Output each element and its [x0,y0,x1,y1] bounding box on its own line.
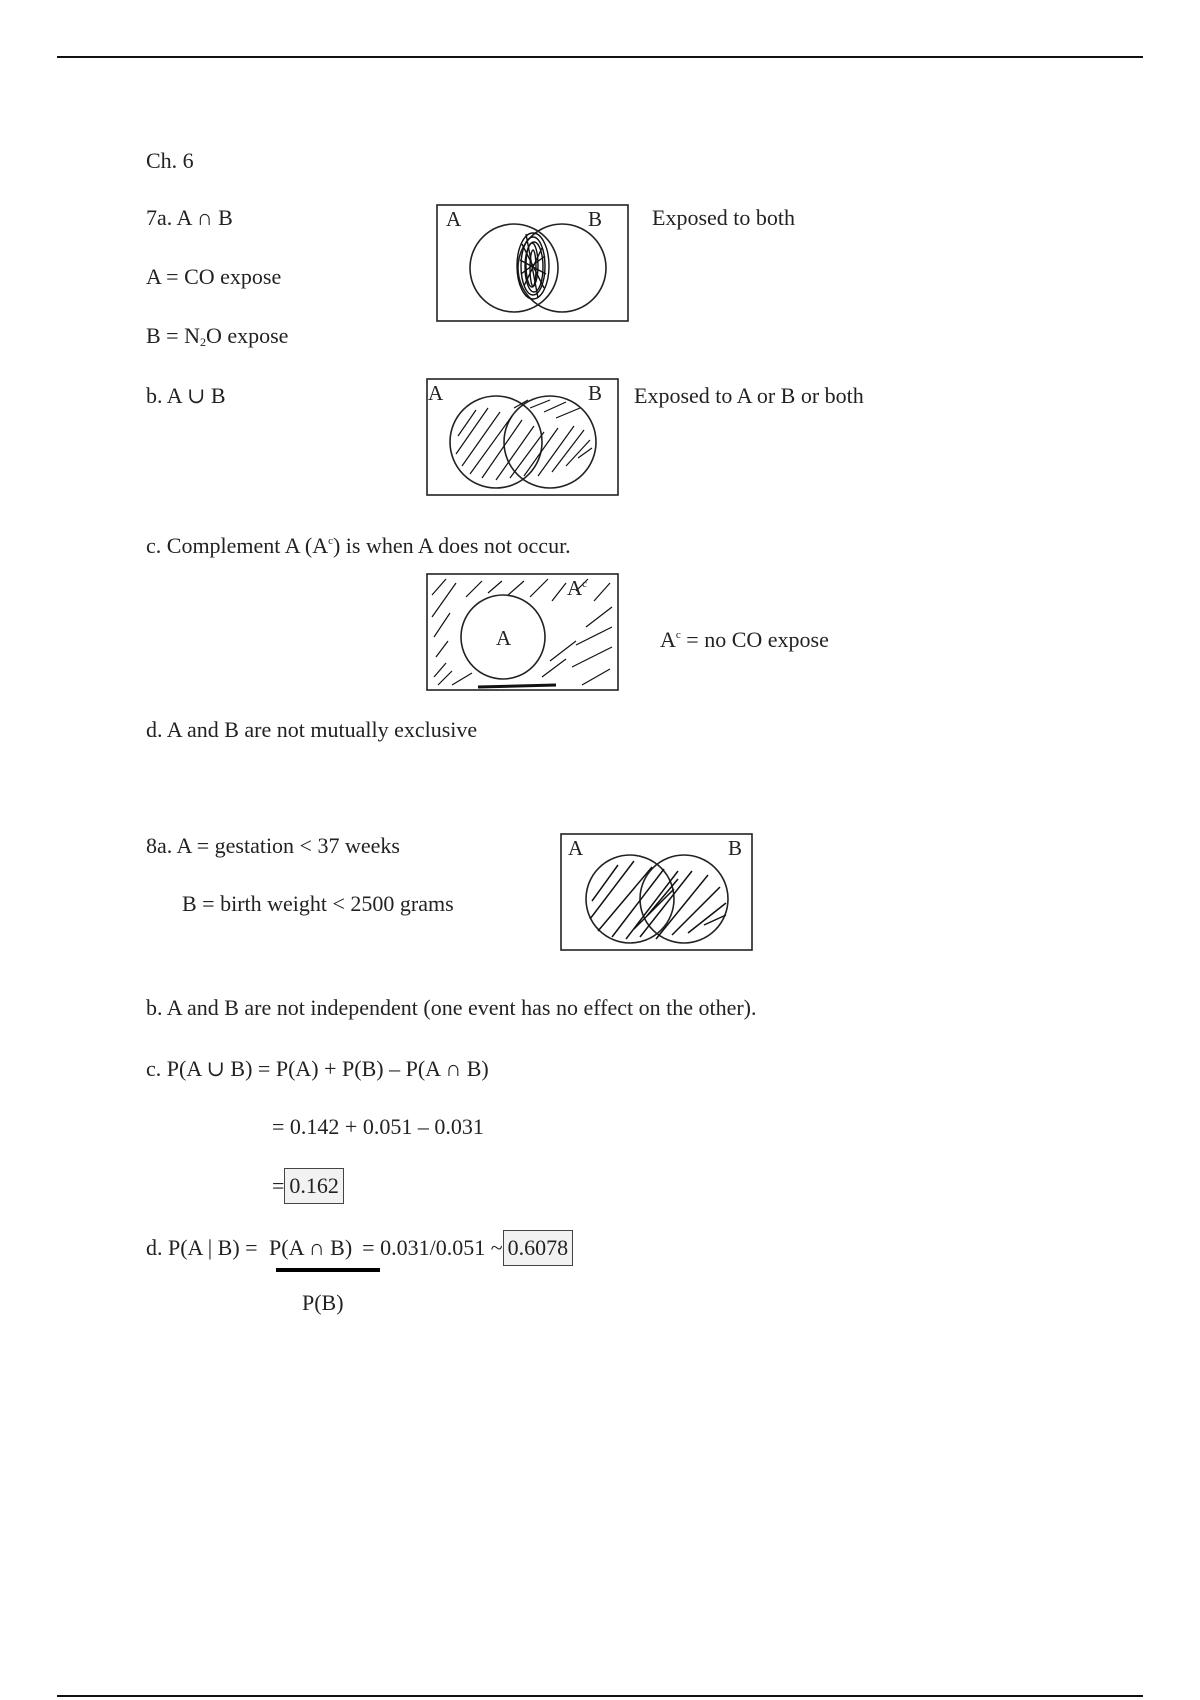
q8c-answer-box: 0.162 [284,1168,344,1204]
venn-label-b: B [728,836,743,860]
venn-label-a: A [496,626,512,650]
q8c-line2: = 0.142 + 0.051 – 0.031 [272,1114,484,1139]
8a-shading [590,861,726,939]
union-shading [456,400,592,480]
q8d-numerator: P(A ∩ B) [269,1235,353,1260]
venn-complement-diagram [426,573,620,691]
q8b-text: b. A and B are not independent (one event has no effect on the other). [146,995,757,1020]
venn-intersection-diagram [436,204,630,322]
q7b-caption: Exposed to A or B or both [634,383,864,408]
bottom-rule [57,1695,1143,1697]
venn-label-a: A [568,836,584,860]
q8d-answer-box: 0.6078 [503,1230,574,1266]
venn-label-a: A [428,381,444,405]
chapter-heading: Ch. 6 [146,148,194,173]
q8d-line: d. P(A | B) = P(A ∩ B) = 0.031/0.051 ~ 0.6078 [146,1230,573,1266]
q7d-text: d. A and B are not mutually exclusive [146,717,478,742]
q7a-b-definition: $B = N_2O$ expose [146,323,289,349]
intersection-shading [517,233,549,299]
venn-label-a: A [446,207,462,231]
q7a-label: 7a. A ∩ B [146,205,233,230]
q8c-line1: c. P(A ∪ B) = P(A) + P(B) – P(A ∩ B) [146,1056,489,1081]
q7b-label: b. A ∪ B [146,383,226,408]
q7a-caption: Exposed to both [652,205,795,230]
q8a-b-definition: B = birth weight < 2500 grams [182,891,454,916]
q7a-a-definition: A = CO expose [146,264,282,289]
top-rule [57,56,1143,58]
venn-union-diagram [426,378,620,496]
q7c-text: c. Complement A $(A^c)$ is when A does not occur. [146,533,571,558]
q8d-denominator: P(B) [302,1290,344,1315]
venn-8a-diagram [560,833,754,951]
venn-label-a-complement: $A^c$ [567,576,588,600]
venn-label-b: B [588,207,603,231]
venn-label-b: B [588,381,603,405]
fraction-bar [276,1268,380,1272]
q8a-label: 8a. A = gestation < 37 weeks [146,833,400,858]
q7c-caption: $A^c$ = no CO expose [660,627,829,652]
q8c-line3: = 0.162 [272,1168,344,1204]
